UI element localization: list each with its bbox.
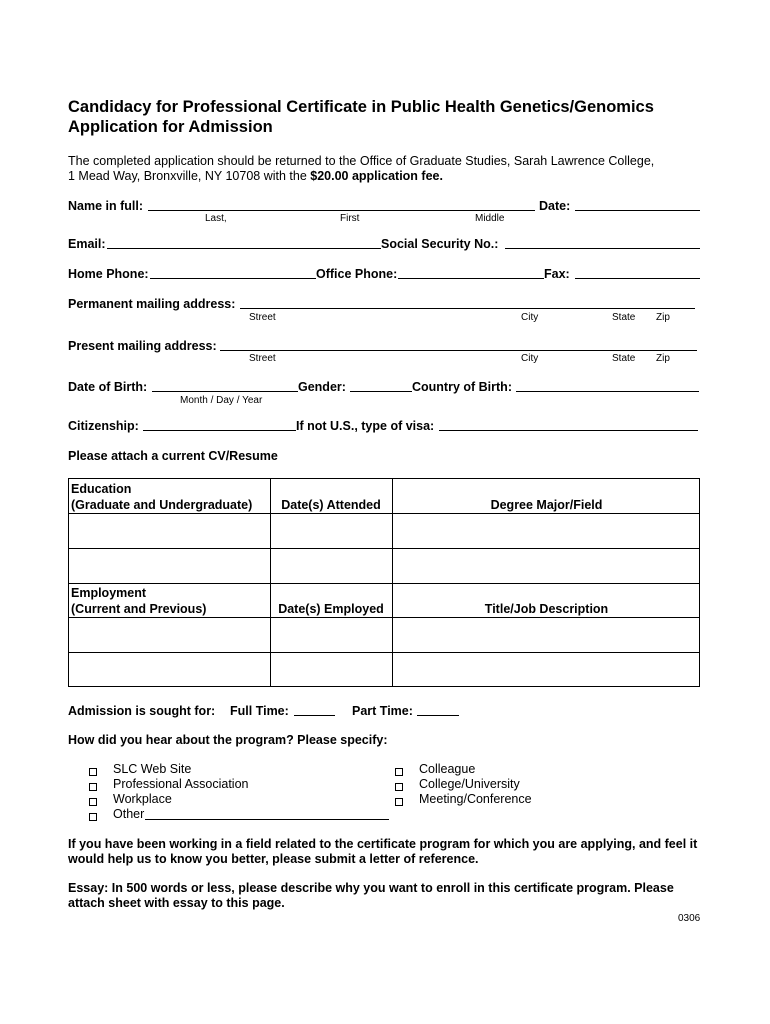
dob-sub: Month / Day / Year: [180, 395, 263, 406]
form-code: 0306: [678, 913, 701, 924]
intro-line-2: [68, 169, 443, 183]
intro-address: 1 Mead Way, Bronxville, NY 10708 with the: [68, 169, 311, 183]
fax-label: Fax:: [544, 267, 570, 281]
option-checkbox[interactable]: [89, 768, 97, 776]
present-address-label: Present mailing address:: [68, 339, 217, 353]
page-subtitle: Application for Admission: [68, 118, 273, 136]
present-street-sub: Street: [249, 353, 276, 364]
permanent-address-label: Permanent mailing address:: [68, 297, 236, 311]
fax-field[interactable]: [575, 278, 700, 279]
reference-note-line-1: If you have been working in a field related to the certificate program for which you are applying, and feel it: [68, 837, 698, 851]
home-phone-field[interactable]: [150, 278, 316, 279]
office-phone-field[interactable]: [398, 278, 544, 279]
row-divider: [69, 513, 699, 514]
permanent-state-sub: State: [612, 312, 636, 323]
admission-label: Admission is sought for:: [68, 704, 216, 718]
ssn-label: Social Security No.:: [381, 237, 499, 251]
office-phone-label: Office Phone:: [316, 267, 398, 281]
option-checkbox[interactable]: [89, 798, 97, 806]
option-colleague: Colleague: [419, 762, 476, 776]
date-label: Date:: [539, 199, 571, 213]
option-checkbox[interactable]: [395, 768, 403, 776]
education-employment-table: [68, 478, 700, 687]
dob-field[interactable]: [152, 391, 298, 392]
citizenship-label: Citizenship:: [68, 419, 139, 433]
full-time-label: Full Time:: [230, 704, 289, 718]
present-state-sub: State: [612, 353, 636, 364]
ssn-field[interactable]: [505, 248, 700, 249]
education-header-line-2: (Graduate and Undergraduate): [71, 498, 253, 512]
option-checkbox[interactable]: [89, 783, 97, 791]
hear-question: How did you hear about the program? Please specify:: [68, 733, 388, 747]
name-field[interactable]: [148, 210, 535, 211]
country-of-birth-field[interactable]: [516, 391, 699, 392]
permanent-zip-sub: Zip: [656, 312, 670, 323]
education-header: [71, 481, 252, 513]
name-label: Name in full:: [68, 199, 144, 213]
option-professional-association: Professional Association: [113, 777, 249, 791]
option-other: Other: [113, 807, 145, 821]
email-label: Email:: [68, 237, 106, 251]
date-field[interactable]: [575, 210, 700, 211]
email-field[interactable]: [107, 248, 381, 249]
permanent-city-sub: City: [521, 312, 539, 323]
essay-line-2: attach sheet with essay to this page.: [68, 896, 285, 910]
employment-header-line-2: (Current and Previous): [71, 602, 207, 616]
option-checkbox[interactable]: [395, 798, 403, 806]
degree-major-header: Degree Major/Field: [490, 498, 603, 512]
page-title: Candidacy for Professional Certificate in Public Health Genetics/Genomics: [68, 98, 654, 116]
row-divider: [69, 617, 699, 618]
country-of-birth-label: Country of Birth:: [412, 380, 512, 394]
name-sub-first: First: [340, 213, 360, 224]
present-address-field[interactable]: [220, 350, 697, 351]
education-header-line-1: Education: [71, 482, 132, 496]
full-time-field[interactable]: [294, 715, 335, 716]
dates-employed-header: Date(s) Employed: [278, 602, 384, 616]
permanent-street-sub: Street: [249, 312, 276, 323]
present-zip-sub: Zip: [656, 353, 670, 364]
option-checkbox[interactable]: [395, 783, 403, 791]
row-divider: [69, 548, 699, 549]
gender-field[interactable]: [350, 391, 412, 392]
dob-label: Date of Birth:: [68, 380, 148, 394]
reference-note-line-2: would help us to know you better, please submit a letter of reference.: [68, 852, 479, 866]
dates-attended-header: Date(s) Attended: [281, 498, 381, 512]
row-divider: [69, 583, 699, 584]
other-specify-field[interactable]: [145, 819, 389, 820]
name-sub-middle: Middle: [475, 213, 505, 224]
option-slc-web-site: SLC Web Site: [113, 762, 192, 776]
cv-note: Please attach a current CV/Resume: [68, 449, 278, 463]
present-city-sub: City: [521, 353, 539, 364]
option-college-university: College/University: [419, 777, 520, 791]
job-title-header: Title/Job Description: [484, 602, 609, 616]
part-time-field[interactable]: [417, 715, 459, 716]
option-checkbox[interactable]: [89, 813, 97, 821]
employment-header: [71, 585, 206, 617]
visa-field[interactable]: [439, 430, 698, 431]
option-meeting-conference: Meeting/Conference: [419, 792, 532, 806]
intro-line-1: The completed application should be returned to the Office of Graduate Studies, Sarah Lawrence College,: [68, 154, 655, 168]
essay-line-1: Essay: In 500 words or less, please describe why you want to enroll in this certificate program. Please: [68, 881, 674, 895]
employment-header-line-1: Employment: [71, 586, 147, 600]
visa-label: If not U.S., type of visa:: [296, 419, 435, 433]
permanent-address-field[interactable]: [240, 308, 695, 309]
part-time-label: Part Time:: [352, 704, 413, 718]
option-workplace: Workplace: [113, 792, 172, 806]
citizenship-field[interactable]: [143, 430, 296, 431]
name-sub-last: Last,: [205, 213, 227, 224]
application-fee: $20.00 application fee.: [310, 169, 443, 183]
gender-label: Gender:: [298, 380, 346, 394]
row-divider: [69, 652, 699, 653]
home-phone-label: Home Phone:: [68, 267, 149, 281]
